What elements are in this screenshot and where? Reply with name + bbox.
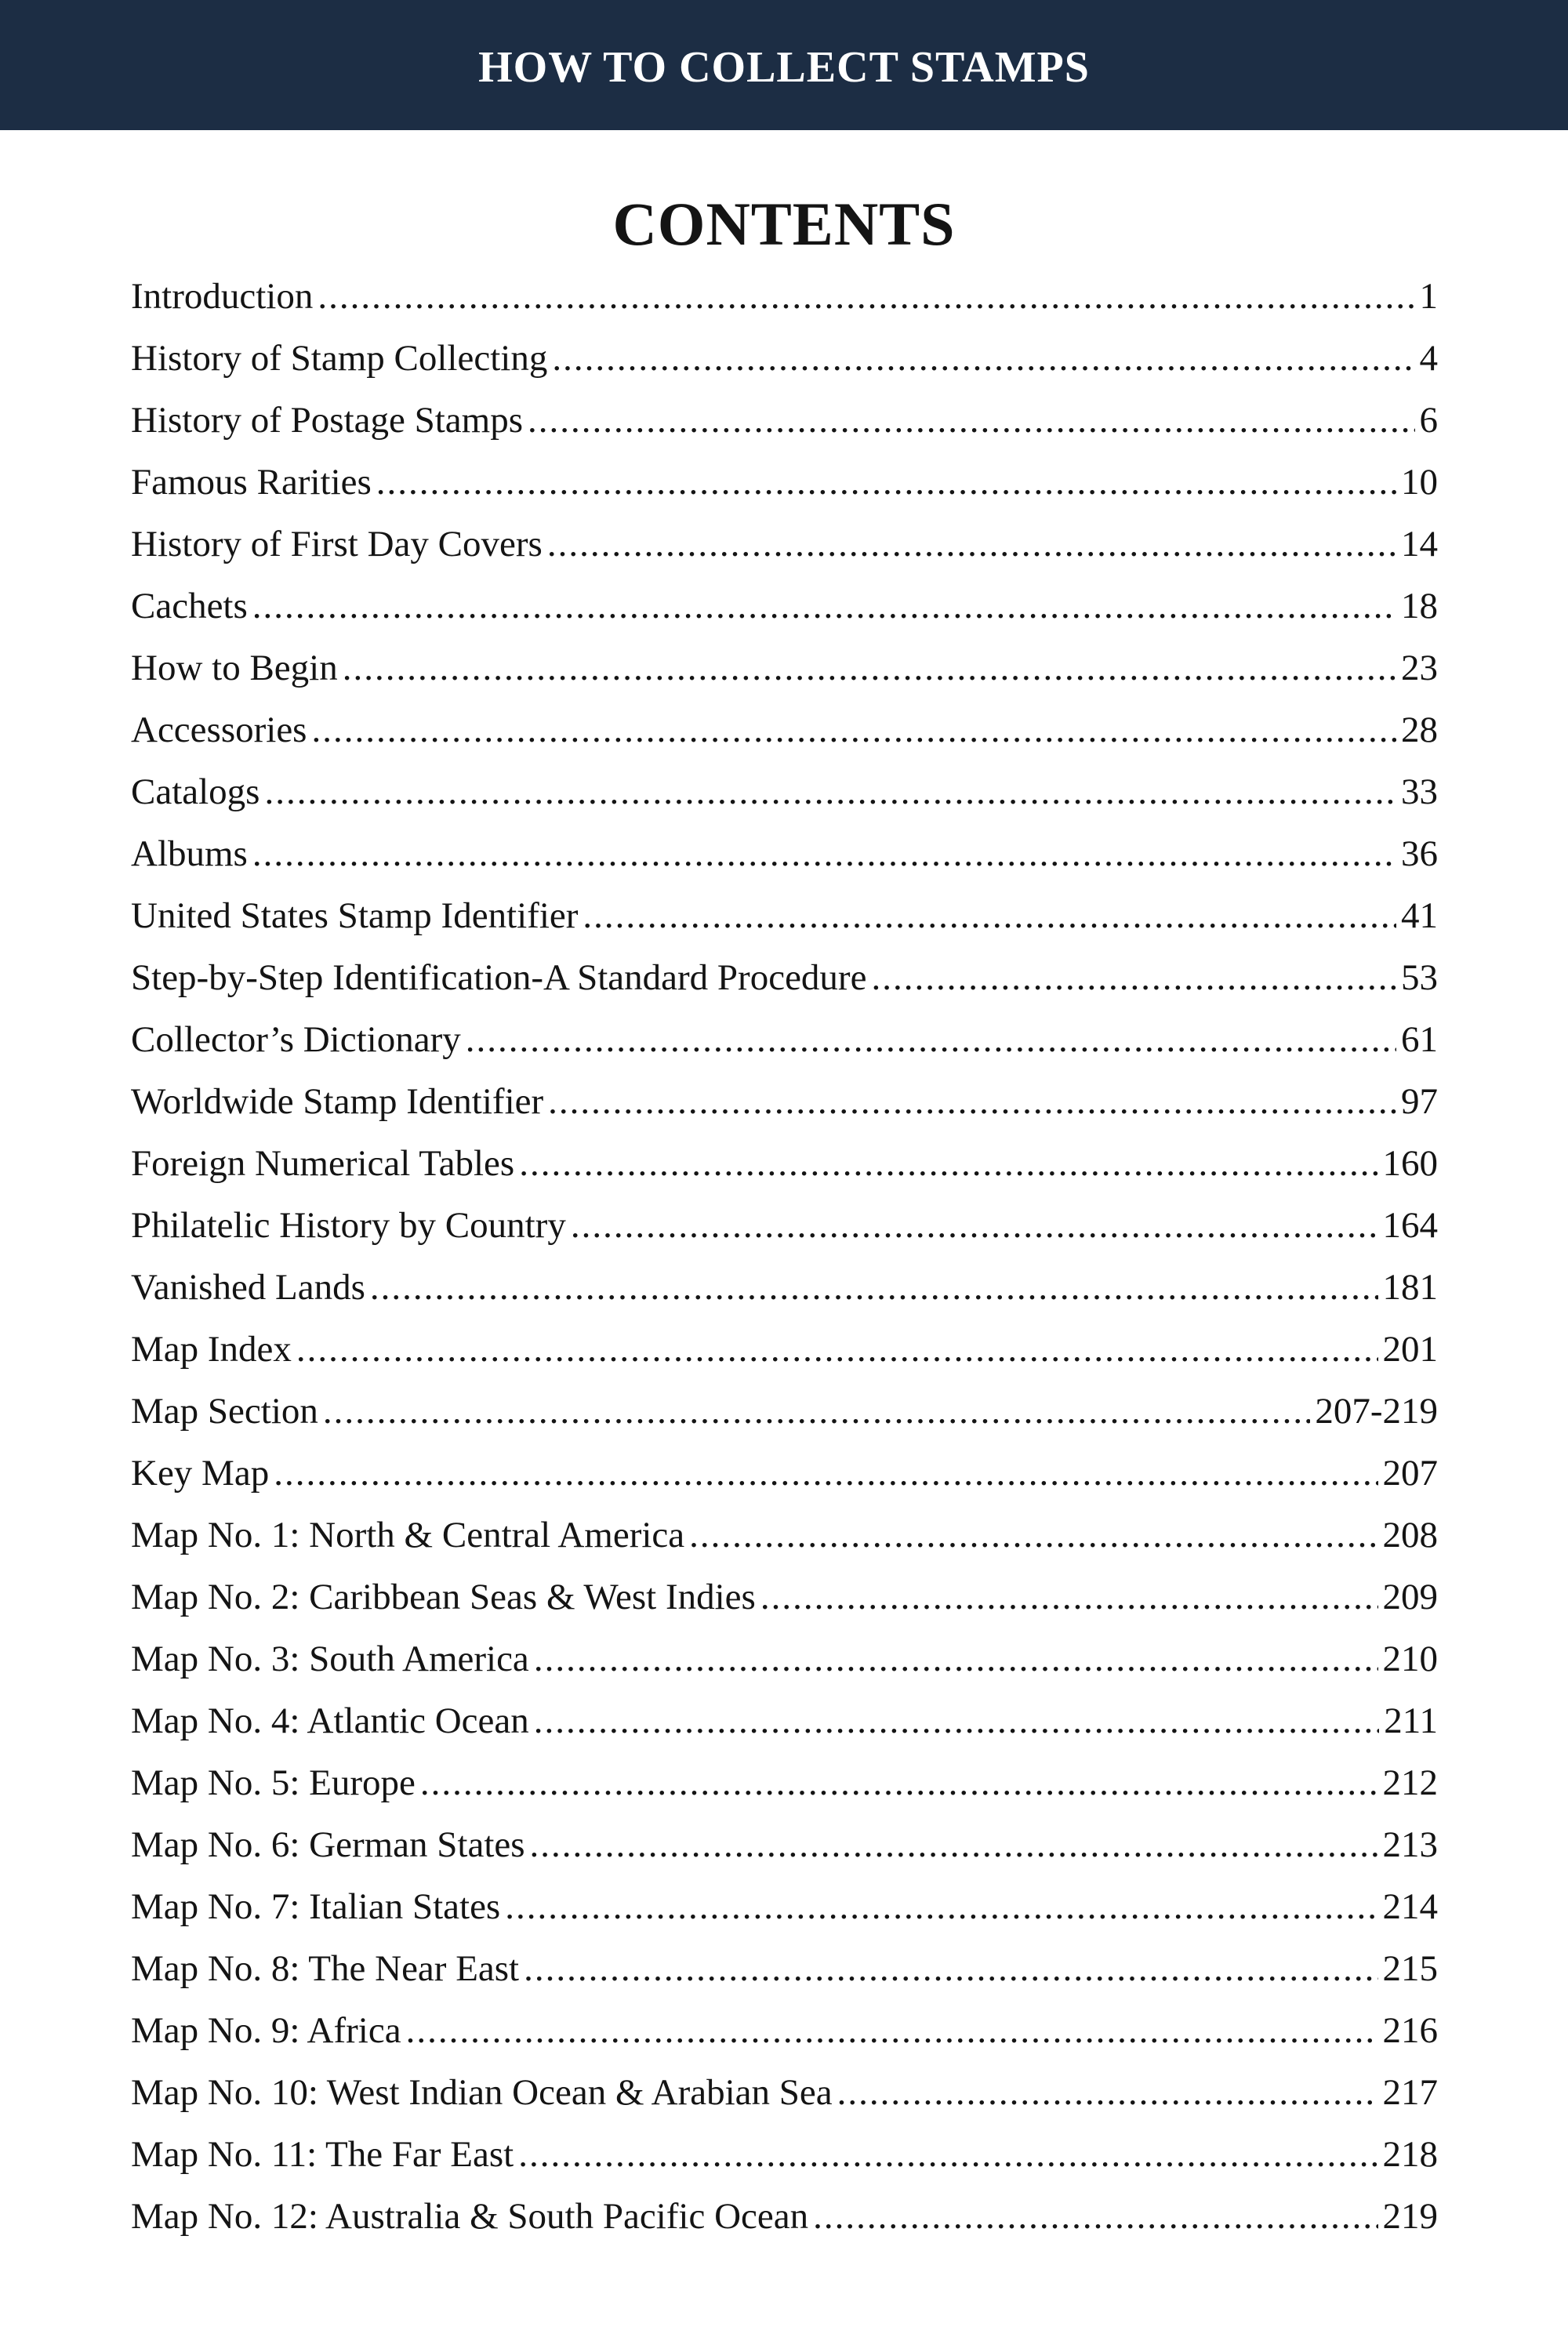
- toc-entry-page: 160: [1382, 1143, 1438, 1184]
- toc-entry-title: Map No. 3: South America: [131, 1639, 529, 1679]
- toc-entry-title: Map No. 2: Caribbean Seas & West Indies: [131, 1577, 756, 1617]
- toc-entry-title: United States Stamp Identifier: [131, 895, 579, 936]
- toc-entry-page: 33: [1401, 771, 1438, 812]
- toc-entry-title: Map No. 5: Europe: [131, 1762, 416, 1803]
- toc-entry-page: 217: [1382, 2072, 1438, 2113]
- toc-dot-leader: [296, 1319, 1378, 1381]
- toc-dot-leader: [420, 1752, 1378, 1814]
- toc-entry-page: 4: [1419, 338, 1438, 379]
- toc-dot-leader: [311, 699, 1396, 761]
- toc-entry-page: 216: [1382, 2010, 1438, 2051]
- toc-entry-title: Map Index: [131, 1329, 292, 1370]
- toc-entry-page: 18: [1401, 586, 1438, 626]
- toc-dot-leader: [376, 452, 1396, 514]
- toc-entry-page: 181: [1382, 1267, 1438, 1308]
- toc-entry-title: Famous Rarities: [131, 462, 372, 503]
- toc-entry-page: 164: [1382, 1205, 1438, 1246]
- toc-entry[interactable]: [131, 1009, 1438, 1071]
- toc-dot-leader: [760, 1566, 1378, 1628]
- toc-entry-page: 213: [1382, 1824, 1438, 1865]
- toc-entry-title: Map No. 10: West Indian Ocean & Arabian Sea: [131, 2072, 833, 2113]
- toc-entry[interactable]: [131, 575, 1438, 637]
- toc-entry[interactable]: [131, 947, 1438, 1009]
- toc-dot-leader: [252, 823, 1396, 885]
- toc-entry-title: Map No. 9: Africa: [131, 2010, 401, 2051]
- toc-dot-leader: [689, 1504, 1377, 1566]
- toc-entry-page: 6: [1419, 400, 1438, 441]
- toc-entry-title: Key Map: [131, 1453, 270, 1494]
- toc-entry-page: 1: [1419, 276, 1438, 317]
- toc-entry-title: Introduction: [131, 276, 314, 317]
- toc-entry-title: Map No. 6: German States: [131, 1824, 525, 1865]
- toc-entry-page: 10: [1401, 462, 1438, 503]
- toc-entry[interactable]: [131, 2000, 1438, 2062]
- toc-entry-page: 36: [1401, 833, 1438, 874]
- toc-dot-leader: [837, 2062, 1378, 2124]
- toc-dot-leader: [534, 1628, 1378, 1690]
- toc-dot-leader: [813, 2186, 1377, 2248]
- toc-entry[interactable]: [131, 1566, 1438, 1628]
- toc-entry-title: How to Begin: [131, 648, 338, 688]
- toc-entry[interactable]: [131, 266, 1438, 328]
- toc-entry[interactable]: [131, 1628, 1438, 1690]
- toc-entry[interactable]: [131, 390, 1438, 452]
- toc-dot-leader: [323, 1381, 1310, 1443]
- toc-entry-page: 97: [1401, 1081, 1438, 1122]
- toc-dot-leader: [547, 514, 1396, 575]
- toc-entry-page: 23: [1401, 648, 1438, 688]
- toc-entry[interactable]: [131, 885, 1438, 947]
- toc-entry[interactable]: [131, 637, 1438, 699]
- toc-entry[interactable]: [131, 1443, 1438, 1504]
- toc-entry-page: 211: [1384, 1700, 1438, 1741]
- toc-entry-title: Collector’s Dictionary: [131, 1019, 461, 1060]
- toc-dot-leader: [548, 1071, 1396, 1133]
- toc-entry[interactable]: [131, 1938, 1438, 2000]
- toc-dot-leader: [534, 1690, 1380, 1752]
- toc-entry-page: 214: [1382, 1886, 1438, 1927]
- toc-dot-leader: [524, 1938, 1377, 2000]
- toc-dot-leader: [370, 1257, 1378, 1319]
- toc-entry[interactable]: [131, 2124, 1438, 2186]
- toc-dot-leader: [871, 947, 1396, 1009]
- toc-entry[interactable]: [131, 1071, 1438, 1133]
- toc-dot-leader: [264, 761, 1396, 823]
- toc-entry-title: Map No. 12: Australia & South Pacific Ocean: [131, 2196, 809, 2237]
- toc-entry[interactable]: [131, 2062, 1438, 2124]
- toc-entry-title: Map No. 8: The Near East: [131, 1948, 520, 1989]
- toc-entry[interactable]: [131, 1876, 1438, 1938]
- toc-entry-page: 207: [1382, 1453, 1438, 1494]
- toc-dot-leader: [252, 575, 1396, 637]
- toc-entry[interactable]: [131, 1195, 1438, 1257]
- header-bar: [0, 0, 1568, 130]
- toc-entry-page: 219: [1382, 2196, 1438, 2237]
- book-title: HOW TO COLLECT STAMPS: [478, 43, 1090, 92]
- toc-dot-leader: [406, 2000, 1378, 2062]
- toc-entry-title: Map No. 7: Italian States: [131, 1886, 501, 1927]
- toc-entry-title: Map No. 4: Atlantic Ocean: [131, 1700, 529, 1741]
- toc-entry[interactable]: [131, 1133, 1438, 1195]
- toc-entry-title: Map No. 11: The Far East: [131, 2134, 514, 2175]
- toc-entry-title: Accessories: [131, 710, 307, 750]
- toc-entry[interactable]: [131, 1690, 1438, 1752]
- toc-entry[interactable]: [131, 823, 1438, 885]
- toc-entry-title: Catalogs: [131, 771, 260, 812]
- toc-entry-page: 212: [1382, 1762, 1438, 1803]
- toc-entry[interactable]: [131, 761, 1438, 823]
- toc-entry-page: 28: [1401, 710, 1438, 750]
- table-of-contents: [131, 266, 1438, 2248]
- toc-entry-page: 61: [1401, 1019, 1438, 1060]
- toc-entry[interactable]: [131, 2186, 1438, 2248]
- toc-entry-page: 210: [1382, 1639, 1438, 1679]
- toc-entry-title: Cachets: [131, 586, 248, 626]
- toc-entry-title: History of Stamp Collecting: [131, 338, 548, 379]
- toc-entry[interactable]: [131, 1381, 1438, 1443]
- toc-entry-page: 208: [1382, 1515, 1438, 1555]
- toc-entry[interactable]: [131, 1752, 1438, 1814]
- toc-entry-title: Worldwide Stamp Identifier: [131, 1081, 544, 1122]
- toc-dot-leader: [274, 1443, 1377, 1504]
- toc-entry[interactable]: [131, 1814, 1438, 1876]
- toc-dot-leader: [518, 2124, 1377, 2186]
- toc-entry-page: 201: [1382, 1329, 1438, 1370]
- toc-dot-leader: [528, 390, 1414, 452]
- toc-dot-leader: [530, 1814, 1378, 1876]
- toc-entry-title: Map No. 1: North & Central America: [131, 1515, 685, 1555]
- toc-entry-title: Map Section: [131, 1391, 318, 1432]
- toc-dot-leader: [505, 1876, 1377, 1938]
- toc-entry[interactable]: [131, 452, 1438, 514]
- toc-dot-leader: [571, 1195, 1378, 1257]
- toc-entry-title: History of First Day Covers: [131, 524, 543, 564]
- toc-entry-title: Albums: [131, 833, 248, 874]
- toc-entry-page: 41: [1401, 895, 1438, 936]
- toc-entry-page: 218: [1382, 2134, 1438, 2175]
- toc-entry[interactable]: [131, 514, 1438, 575]
- toc-entry[interactable]: [131, 1504, 1438, 1566]
- toc-entry-title: Vanished Lands: [131, 1267, 365, 1308]
- toc-entry[interactable]: [131, 1319, 1438, 1381]
- toc-dot-leader: [318, 266, 1414, 328]
- toc-dot-leader: [519, 1133, 1377, 1195]
- toc-entry-title: History of Postage Stamps: [131, 400, 524, 441]
- toc-entry-page: 53: [1401, 957, 1438, 998]
- toc-entry-page: 215: [1382, 1948, 1438, 1989]
- toc-entry-title: Step-by-Step Identification-A Standard Procedure: [131, 957, 867, 998]
- toc-entry[interactable]: [131, 699, 1438, 761]
- toc-entry[interactable]: [131, 1257, 1438, 1319]
- toc-entry-page: 207-219: [1315, 1391, 1438, 1432]
- contents-heading: CONTENTS: [612, 190, 956, 258]
- toc-entry-page: 209: [1382, 1577, 1438, 1617]
- toc-entry-title: Foreign Numerical Tables: [131, 1143, 515, 1184]
- toc-entry[interactable]: [131, 328, 1438, 390]
- toc-dot-leader: [466, 1009, 1396, 1071]
- toc-dot-leader: [343, 637, 1396, 699]
- toc-dot-leader: [583, 885, 1396, 947]
- toc-dot-leader: [552, 328, 1414, 390]
- toc-entry-page: 14: [1401, 524, 1438, 564]
- toc-entry-title: Philatelic History by Country: [131, 1205, 566, 1246]
